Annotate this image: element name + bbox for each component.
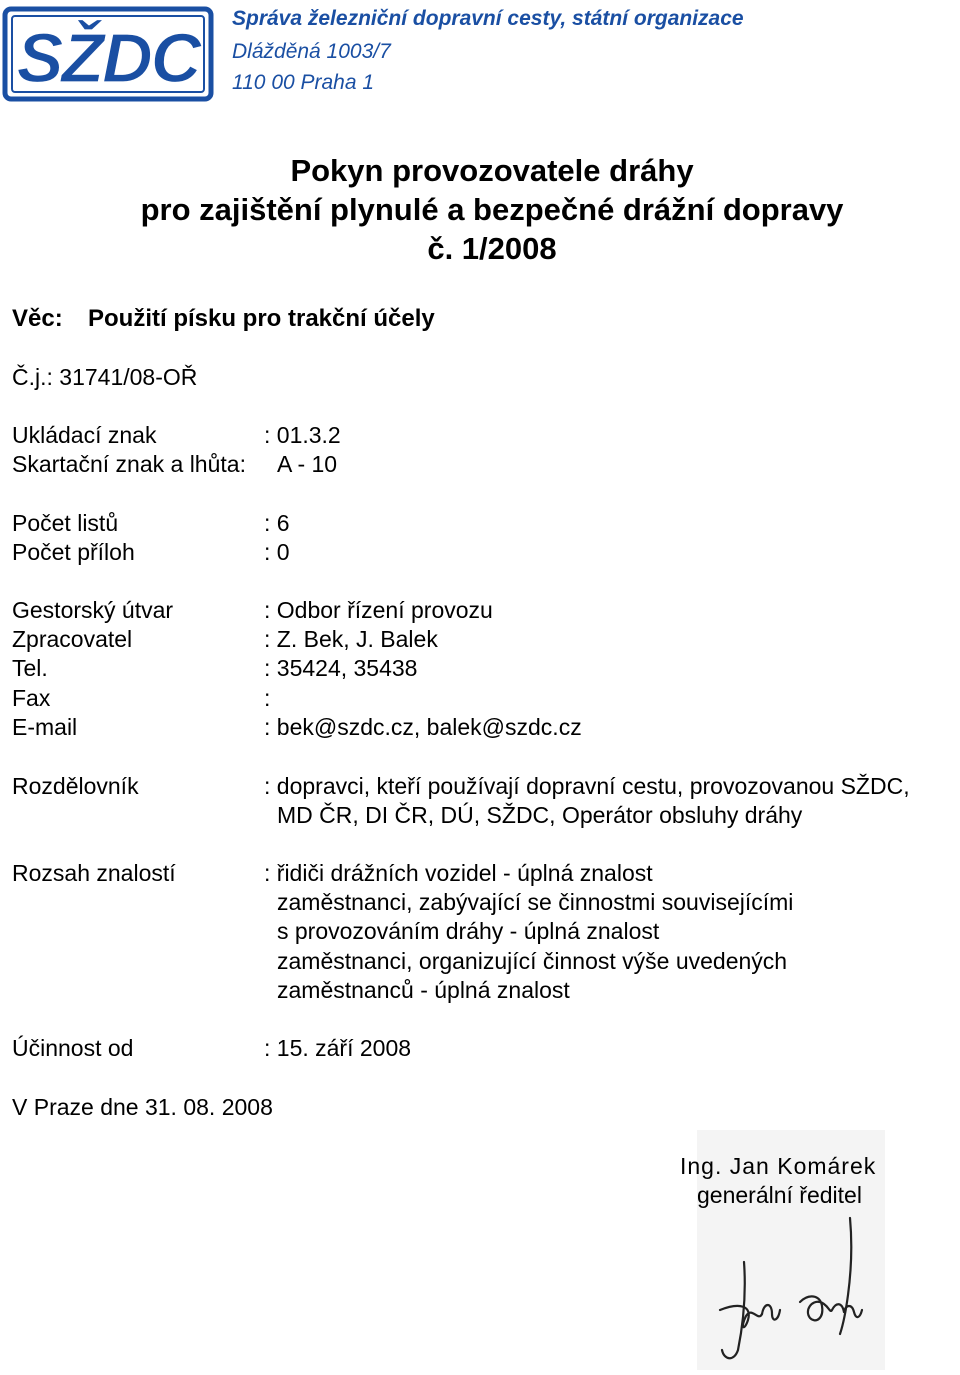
szdc-logo: [2, 6, 214, 102]
title-line-3: č. 1/2008: [427, 231, 557, 266]
filing-code-value: : 01.3.2: [264, 422, 341, 448]
filing-code-label: Ukládací znak: [12, 422, 157, 448]
attachments-label: Počet příloh: [12, 539, 135, 565]
department-value: : Odbor řízení provozu: [264, 597, 493, 623]
shred-code-value: A - 10: [277, 451, 338, 477]
signature-strokes: [700, 1210, 880, 1370]
knowledge-line-1: : řidiči drážních vozidel - úplná znalost: [264, 860, 653, 886]
shred-code-label: Skartační znak a lhůta:: [12, 451, 246, 477]
distribution-line-1: : dopravci, kteří používají dopravní cestu, provozovanou SŽDC,: [264, 773, 910, 799]
prepared-by-label: Zpracovatel: [12, 626, 133, 652]
reference-number: Č.j.: 31741/08-OŘ: [12, 364, 198, 390]
title-line-1: Pokyn provozovatele dráhy: [290, 153, 694, 188]
place-date: V Praze dne 31. 08. 2008: [12, 1094, 273, 1120]
org-name: Správa železniční dopravní cesty, státní organizace: [232, 7, 744, 30]
logo-graphic: [2, 6, 214, 102]
attachments-value: : 0: [264, 539, 290, 565]
knowledge-label: Rozsah znalostí: [12, 860, 176, 886]
email-label: E-mail: [12, 714, 78, 740]
org-street: Dlážděná 1003/7: [232, 40, 391, 63]
knowledge-line-2: zaměstnanci, zabývající se činnostmi souvisejícími: [277, 889, 794, 915]
effective-label: Účinnost od: [12, 1035, 134, 1061]
fax-label: Fax: [12, 685, 51, 711]
tel-value: : 35424, 35438: [264, 655, 418, 681]
effective-value: : 15. září 2008: [264, 1035, 412, 1061]
tel-label: Tel.: [12, 655, 48, 681]
knowledge-line-5: zaměstnanců - úplná znalost: [277, 977, 570, 1003]
prepared-by-value: : Z. Bek, J. Balek: [264, 626, 438, 652]
distribution-line-2: MD ČR, DI ČR, DÚ, SŽDC, Operátor obsluhy dráhy: [277, 802, 803, 828]
title-line-2: pro zajištění plynulé a bezpečné drážní dopravy: [140, 192, 844, 227]
email-value: : bek@szdc.cz, balek@szdc.cz: [264, 714, 582, 740]
svg-text:SŽDC: SŽDC: [16, 19, 200, 97]
department-label: Gestorský útvar: [12, 597, 174, 623]
sheets-label: Počet listů: [12, 510, 119, 536]
signatory-name: Ing. Jan Komárek: [680, 1153, 877, 1179]
sheets-value: : 6: [264, 510, 290, 536]
distribution-label: Rozdělovník: [12, 773, 139, 799]
subject-value: Použití písku pro trakční účely: [88, 305, 435, 332]
subject-label: Věc:: [12, 305, 63, 332]
org-city: 110 00 Praha 1: [232, 71, 375, 94]
knowledge-line-4: zaměstnanci, organizující činnost výše uvedených: [277, 948, 788, 974]
signatory-role: generální ředitel: [697, 1182, 862, 1208]
fax-value: :: [264, 685, 271, 711]
knowledge-line-3: s provozováním dráhy - úplná znalost: [277, 918, 660, 944]
handwritten-signature: [700, 1210, 880, 1370]
